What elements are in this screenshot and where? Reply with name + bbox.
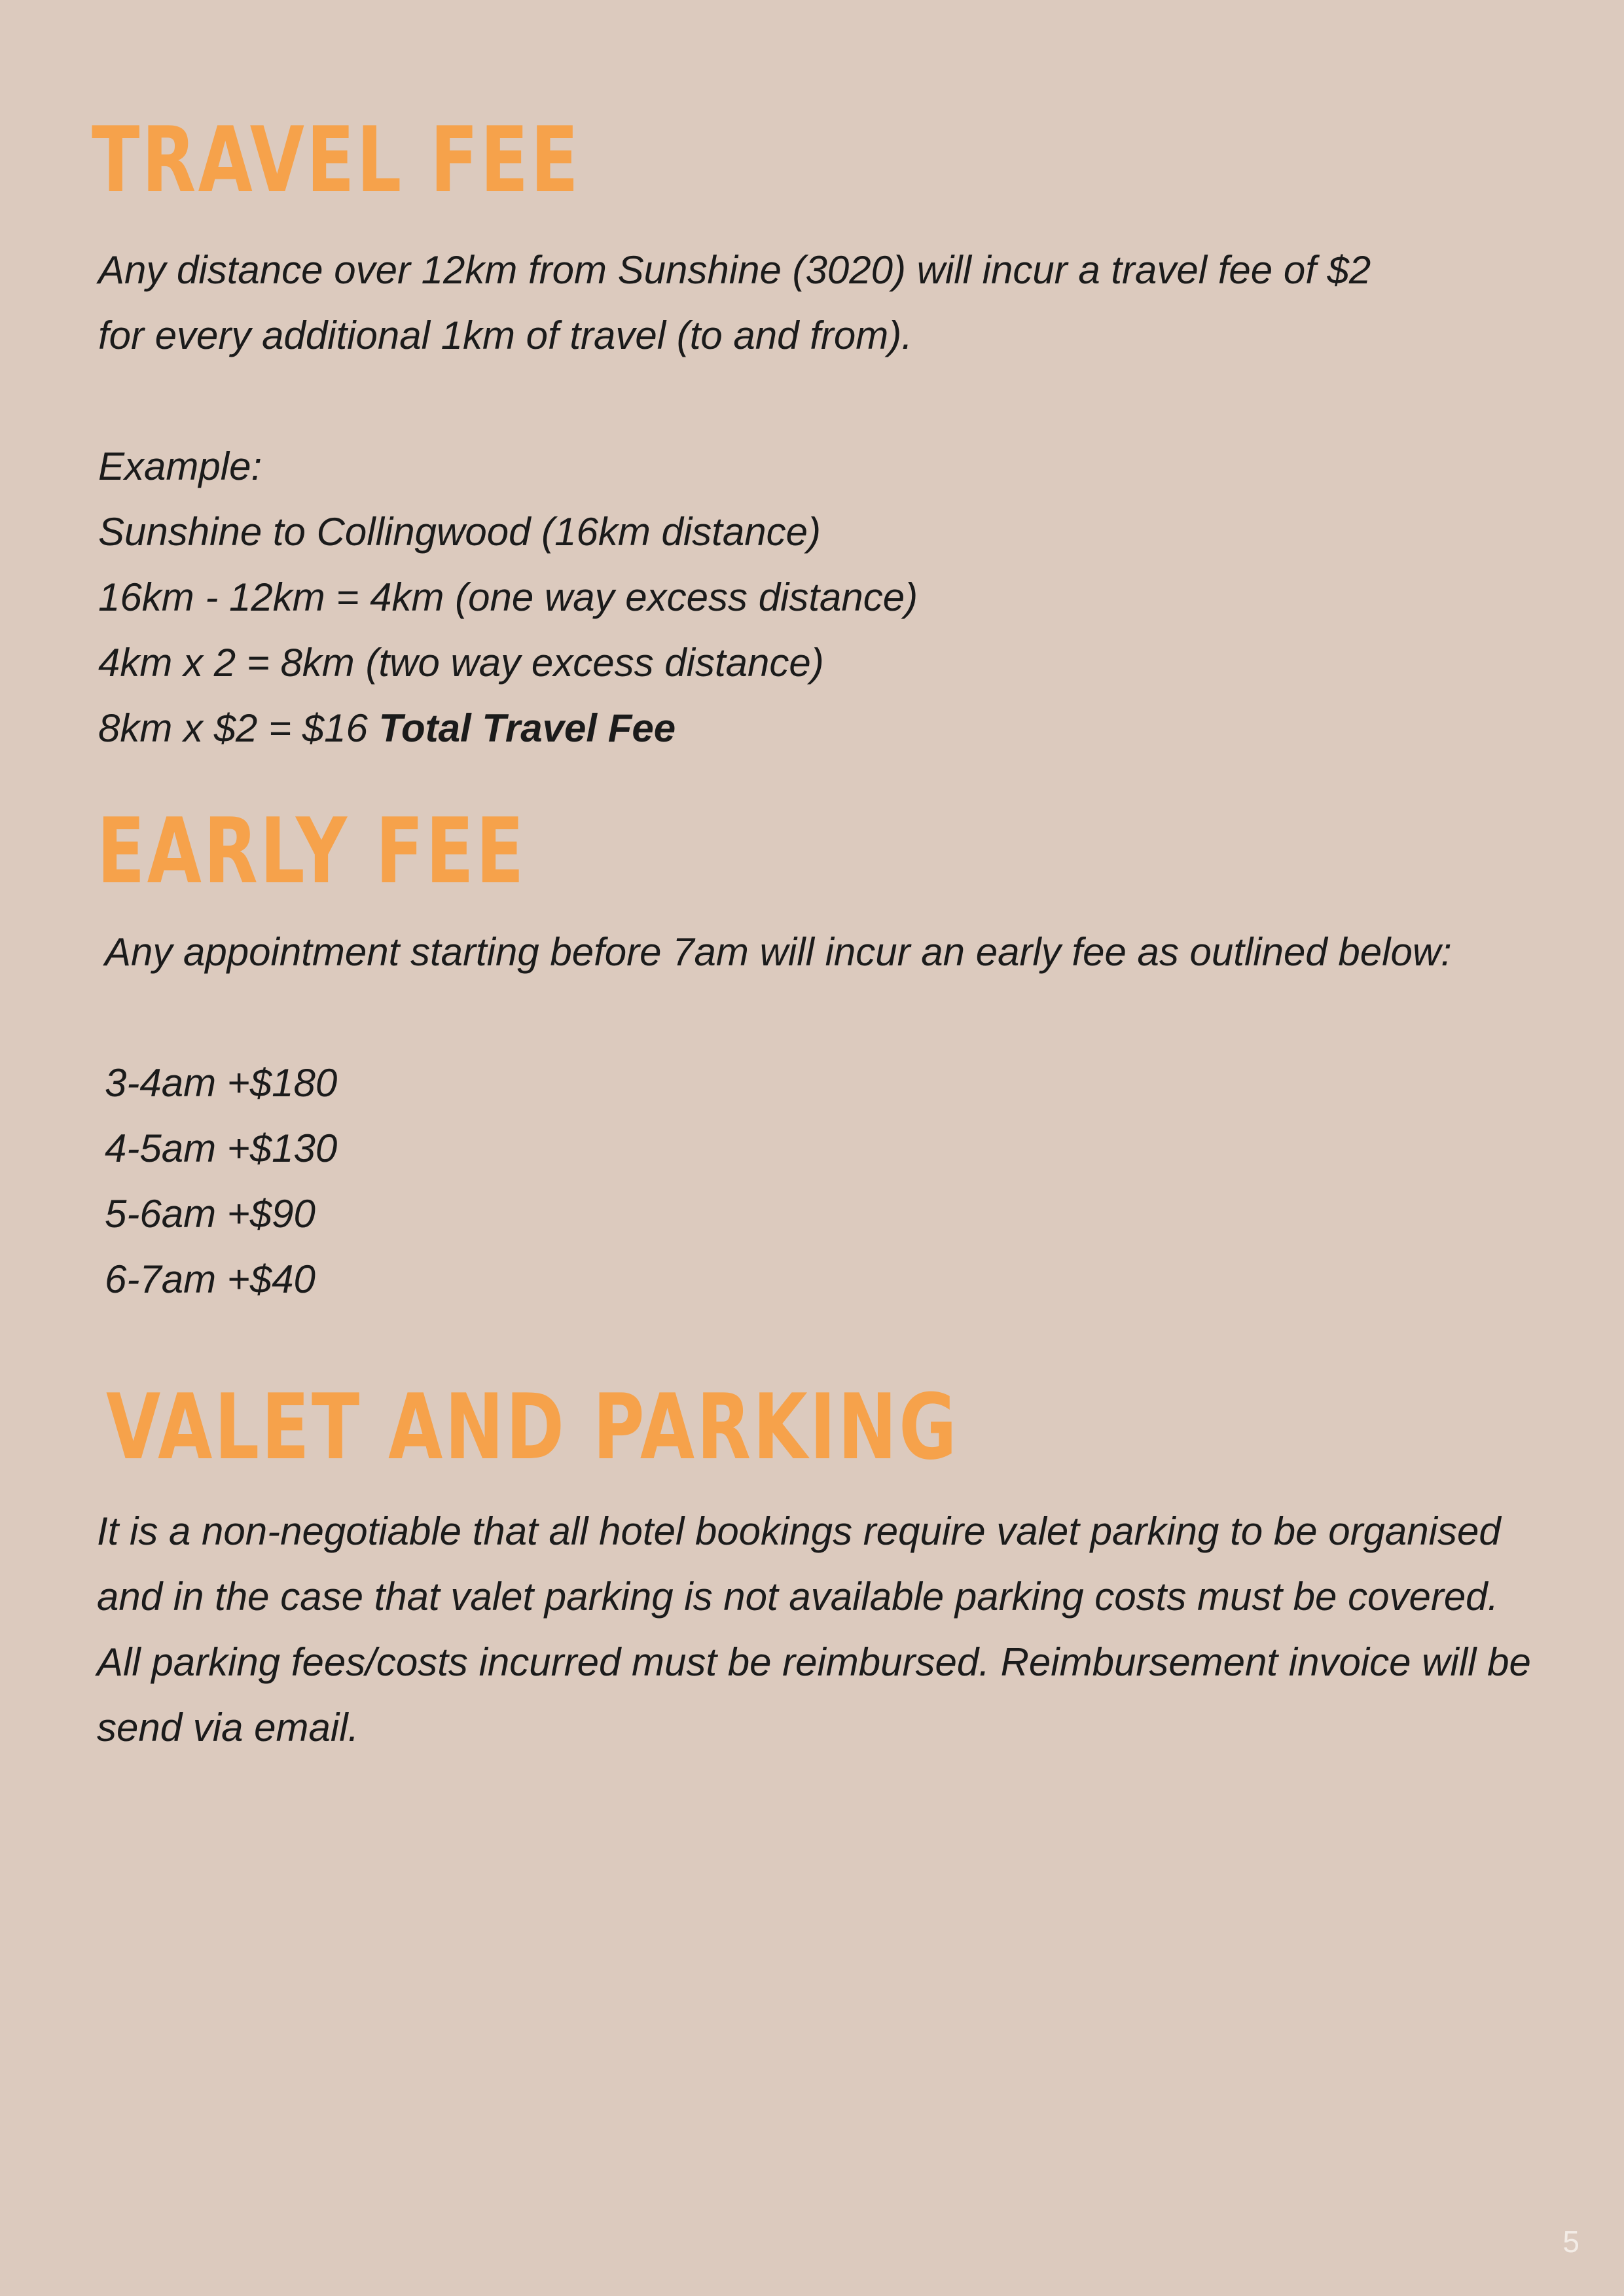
- early-fee-rate: 5-6am +$90: [105, 1192, 316, 1236]
- travel-fee-heading: TRAVEL FEE: [92, 107, 581, 213]
- valet-parking-line: All parking fees/costs incurred must be reimbursed. Reimbursement invoice will be: [97, 1640, 1531, 1684]
- early-fee-section: [105, 920, 1452, 1312]
- valet-parking-section: [97, 1499, 1531, 1761]
- travel-fee-intro-line: Any distance over 12km from Sunshine (3020) will incur a travel fee of $2: [98, 248, 1371, 292]
- travel-fee-section: [98, 238, 1371, 761]
- spacer: [105, 985, 1452, 1050]
- valet-parking-line: It is a non-negotiable that all hotel bookings require valet parking to be organised: [97, 1509, 1501, 1553]
- example-label: Example:: [98, 444, 262, 488]
- travel-fee-intro-line: for every additional 1km of travel (to and from).: [98, 314, 912, 357]
- early-fee-rate: 3-4am +$180: [105, 1061, 338, 1105]
- valet-parking-line: and in the case that valet parking is not available parking costs must be covered.: [97, 1575, 1499, 1619]
- example-line: 4km x 2 = 8km (two way excess distance): [98, 641, 824, 685]
- example-line: 16km - 12km = 4km (one way excess distance): [98, 575, 918, 619]
- early-fee-rate: 4-5am +$130: [105, 1126, 338, 1170]
- early-fee-intro: Any appointment starting before 7am will incur an early fee as outlined below:: [105, 930, 1452, 974]
- valet-parking-line: send via email.: [97, 1706, 359, 1749]
- early-fee-rate: 6-7am +$40: [105, 1257, 316, 1301]
- valet-parking-heading: VALET AND PARKING: [106, 1374, 959, 1480]
- page-number: 5: [1562, 2225, 1579, 2259]
- total-travel-fee-label: Total Travel Fee: [378, 706, 676, 750]
- example-total-line: [98, 696, 1371, 761]
- example-total-calculation: 8km x $2 = $16: [98, 706, 368, 750]
- example-line: Sunshine to Collingwood (16km distance): [98, 510, 821, 554]
- early-fee-heading: EARLY FEE: [97, 798, 526, 904]
- spacer: [98, 368, 1371, 434]
